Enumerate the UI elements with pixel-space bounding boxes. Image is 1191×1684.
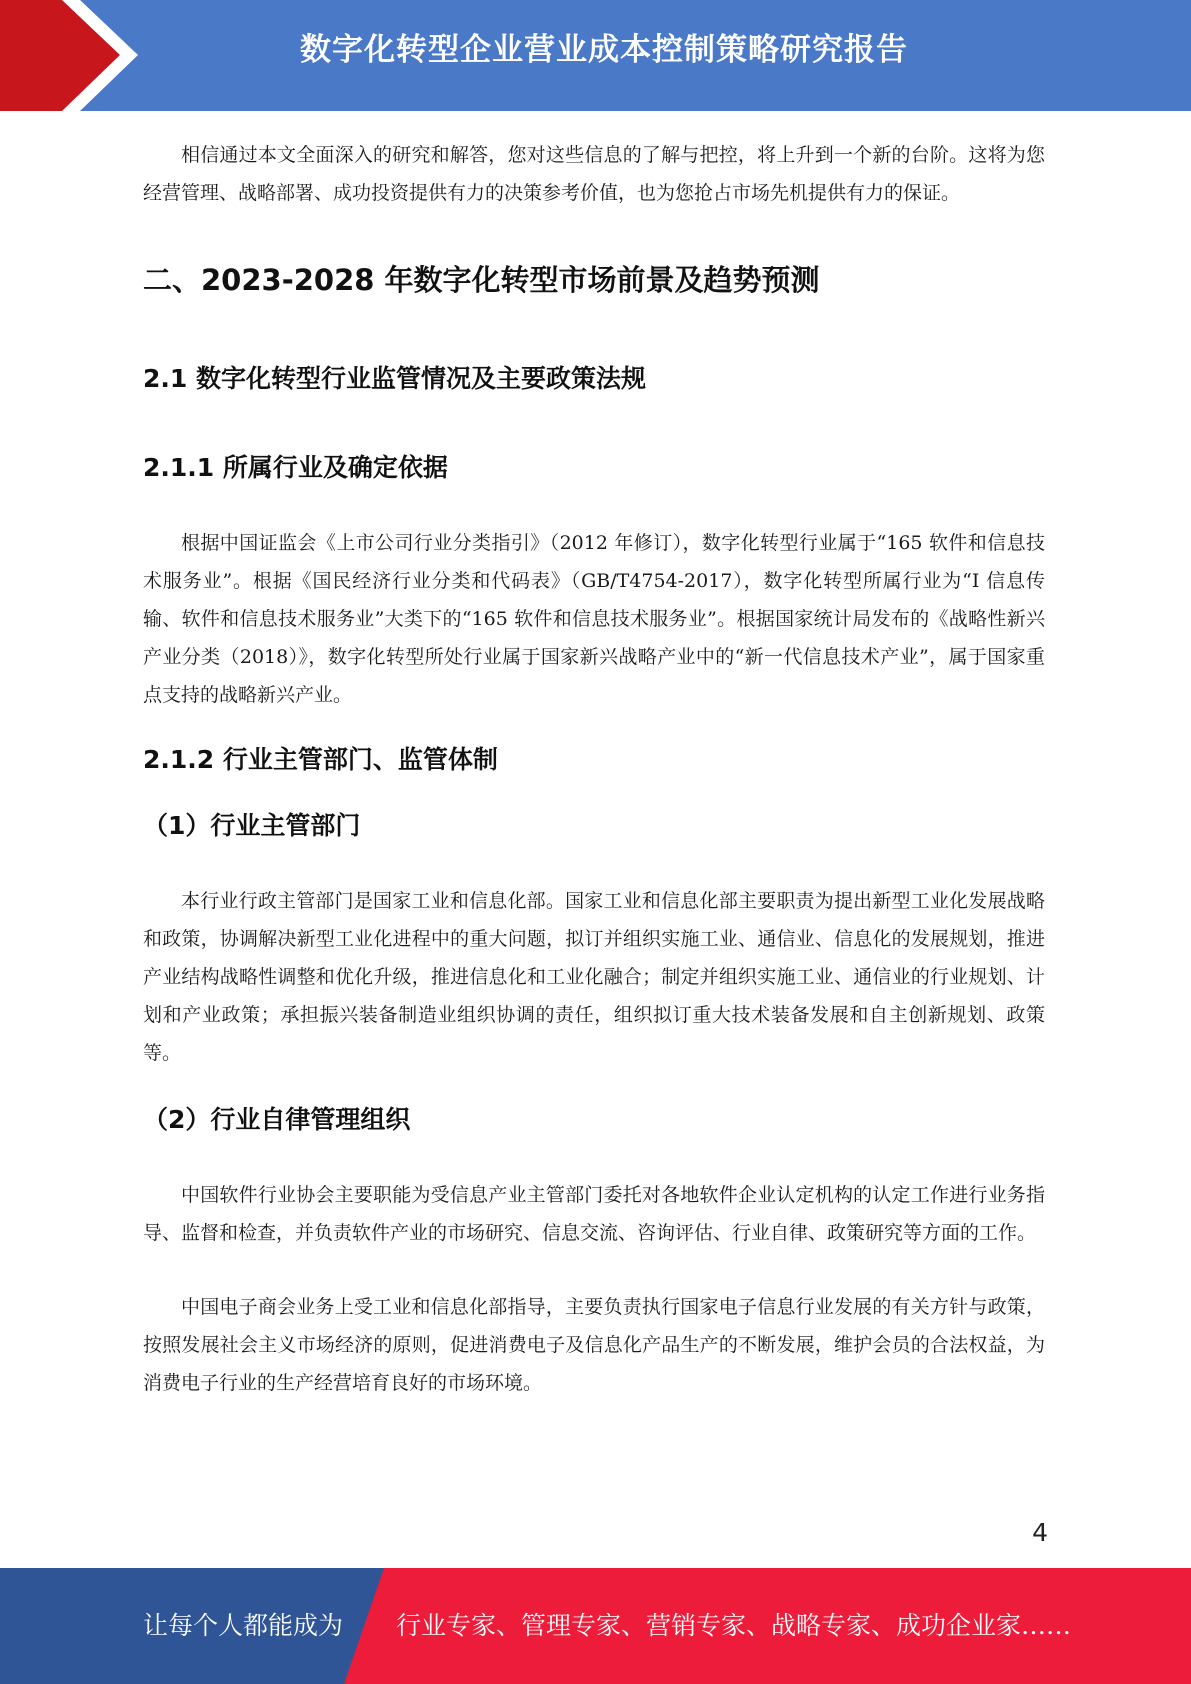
footer-slogan-right: 行业专家、管理专家、营销专家、战略专家、成功企业家…… bbox=[396, 1611, 1072, 1640]
subsection-heading: 2.1 数字化转型行业监管情况及主要政策法规 bbox=[143, 364, 646, 393]
item-heading-1: （1）行业主管部门 bbox=[143, 811, 361, 840]
section-heading: 二、2023-2028 年数字化转型市场前景及趋势预测 bbox=[143, 263, 820, 297]
authority-paragraph: 本行业行政主管部门是国家工业和信息化部。国家工业和信息化部主要职责为提出新型工业化发展战略和政策，协调解决新型工业化进程中的重大问题，拟订并组织实施工业、通信业、信息化的发展规划，推进产业结构战略性调整和优化升级，推进信息化和工业化融合；制定并组织实施工业、通信业的行业规划、计划和产业政策；承担振兴装备制造业组织协调的责任，组织拟订重大技术装备发展和自主创新规划、政策等。 bbox=[143, 890, 1045, 1064]
footer-slogan-left: 让每个人都能成为 bbox=[143, 1611, 344, 1640]
association-paragraph-2: 中国电子商会业务上受工业和信息化部指导，主要负责执行国家电子信息行业发展的有关方针与政策，按照发展社会主义市场经济的原则，促进消费电子及信息化产品生产的不断发展，维护会员的合法权益，为消费电子行业的生产经营培育良好的市场环境。 bbox=[143, 1296, 1045, 1394]
subsubsection-heading-2: 2.1.2 行业主管部门、监管体制 bbox=[143, 745, 498, 774]
header-title: 数字化转型企业营业成本控制策略研究报告 bbox=[300, 32, 908, 68]
document-body bbox=[143, 136, 1045, 1402]
intro-paragraph: 相信通过本文全面深入的研究和解答，您对这些信息的了解与把控，将上升到一个新的台阶。这将为您经营管理、战略部署、成功投资提供有力的决策参考价值，也为您抢占市场先机提供有力的保证。 bbox=[143, 144, 1045, 204]
item-heading-2: （2）行业自律管理组织 bbox=[143, 1105, 411, 1134]
footer-banner bbox=[0, 1568, 1191, 1684]
page-number: 4 bbox=[1032, 1518, 1048, 1547]
association-paragraph-1: 中国软件行业协会主要职能为受信息产业主管部门委托对各地软件企业认定机构的认定工作进行业务指导、监督和检查，并负责软件产业的市场研究、信息交流、咨询评估、行业自律、政策研究等方面的工作。 bbox=[143, 1184, 1045, 1244]
header-banner bbox=[0, 0, 1191, 111]
header-arrow-decoration bbox=[0, 0, 160, 111]
industry-basis-paragraph: 根据中国证监会《上市公司行业分类指引》（2012 年修订），数字化转型行业属于“165 软件和信息技术服务业”。根据《国民经济行业分类和代码表》（GB/T4754-2017），数字化转型所属行业为“I 信息传输、软件和信息技术服务业”大类下的“165 软件和信息技术服务业”。根据国家统计局发布的《战略性新兴产业分类（2018）》，数字化转型所处行业属于国家新兴战略产业中的“新一代信息技术产业”，属于国家重点支持的战略新兴产业。 bbox=[143, 532, 1045, 706]
subsubsection-heading-1: 2.1.1 所属行业及确定依据 bbox=[143, 453, 448, 482]
